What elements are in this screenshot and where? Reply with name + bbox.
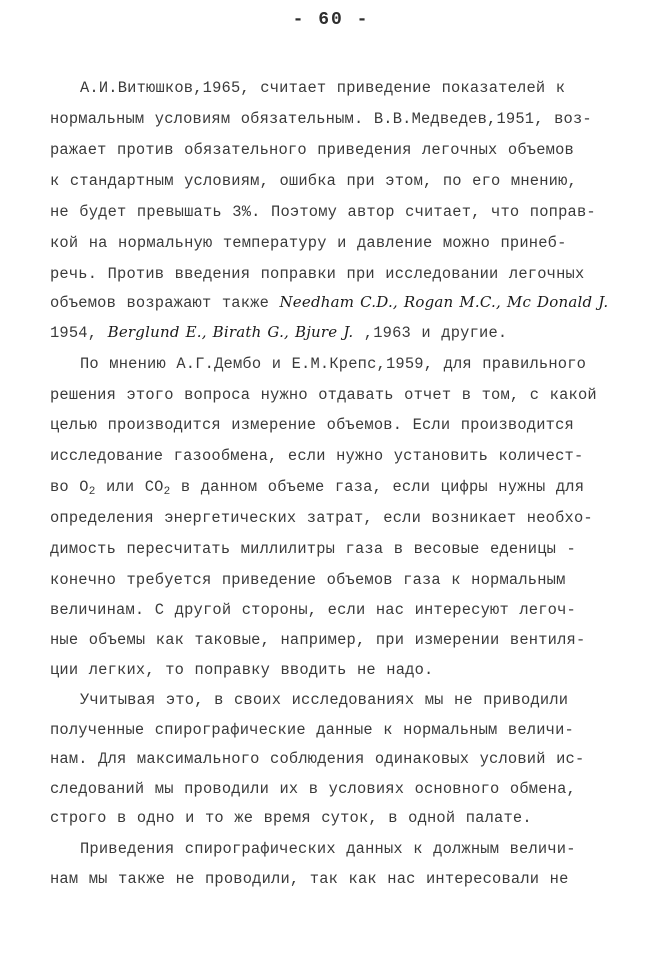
text-line: решения этого вопроса нужно отдавать отчет в том, с какой [50,386,597,404]
text-line-with-formula [50,477,584,497]
text-line: следований мы проводили их в условиях основного обмена, [50,780,576,798]
typed-text: ,1963 и другие. [363,324,508,342]
typed-text: в данном объеме газа, если цифры нужны для [170,478,585,496]
text-line: величинам. С другой стороны, если нас интересуют легоч- [50,601,576,619]
text-line: к стандартным условиям, ошибка при этом, по его мнению, [50,172,577,190]
text-line: нам. Для максимального соблюдения одинаковых условий ис- [50,750,585,768]
text-line: По мнению А.Г.Дембо и Е.М.Крепс,1959, для правильного [80,355,587,373]
typed-text: во О [50,478,89,496]
text-line: речь. Против введения поправки при исследовании легочных [50,265,585,283]
text-line: А.И.Витюшков,1965, считает приведение показателей к [80,79,566,97]
typed-text: объемов возражают также [50,294,270,312]
text-line: нам мы также не проводили, так как нас интересовали не [50,870,569,888]
text-line: Учитывая это, в своих исследованиях мы не приводили [80,691,569,709]
text-line-with-handwriting [50,322,507,343]
page-number: - 60 - [292,10,370,30]
handwritten-names: Berglund E., Birath G., Bjure J. [107,323,354,341]
text-line: строго в одно и то же время суток, в одной палате. [50,809,532,827]
text-line: ражает против обязательного приведения легочных объемов [50,141,574,159]
subscript: 2 [88,486,96,498]
text-line: конечно требуется приведение объемов газа к нормальным [50,571,566,589]
text-line: нормальным условиям обязательным. В.В.Медведев,1951, воз- [50,110,592,128]
text-line: исследование газообмена, если нужно установить количест- [50,447,584,465]
text-line: Приведения спирографических данных к должным величи- [80,840,576,858]
text-line-with-handwriting [50,292,608,313]
text-line: ные объемы как таковые, например, при измерении вентиля- [50,631,586,649]
typed-text: 1954, [50,324,98,342]
handwritten-names: Needham C.D., Rogan M.C., Mc Donald J. [279,293,609,311]
text-line: не будет превышать 3%. Поэтому автор считает, что поправ- [50,203,596,221]
text-line: полученные спирографические данные к нормальным величи- [50,721,574,739]
text-line: ции легких, то поправку вводить не надо. [50,661,434,679]
subscript: 2 [163,486,171,498]
text-line: димость пересчитать миллилитры газа в весовые еденицы - [50,540,576,558]
text-line: определения энергетических затрат, если возникает необхо- [50,509,593,527]
typed-text: или СО [95,478,164,496]
text-line: целью производится измерение объемов. Если производится [50,416,574,434]
text-line: кой на нормальную температуру и давление можно принеб- [50,234,567,252]
